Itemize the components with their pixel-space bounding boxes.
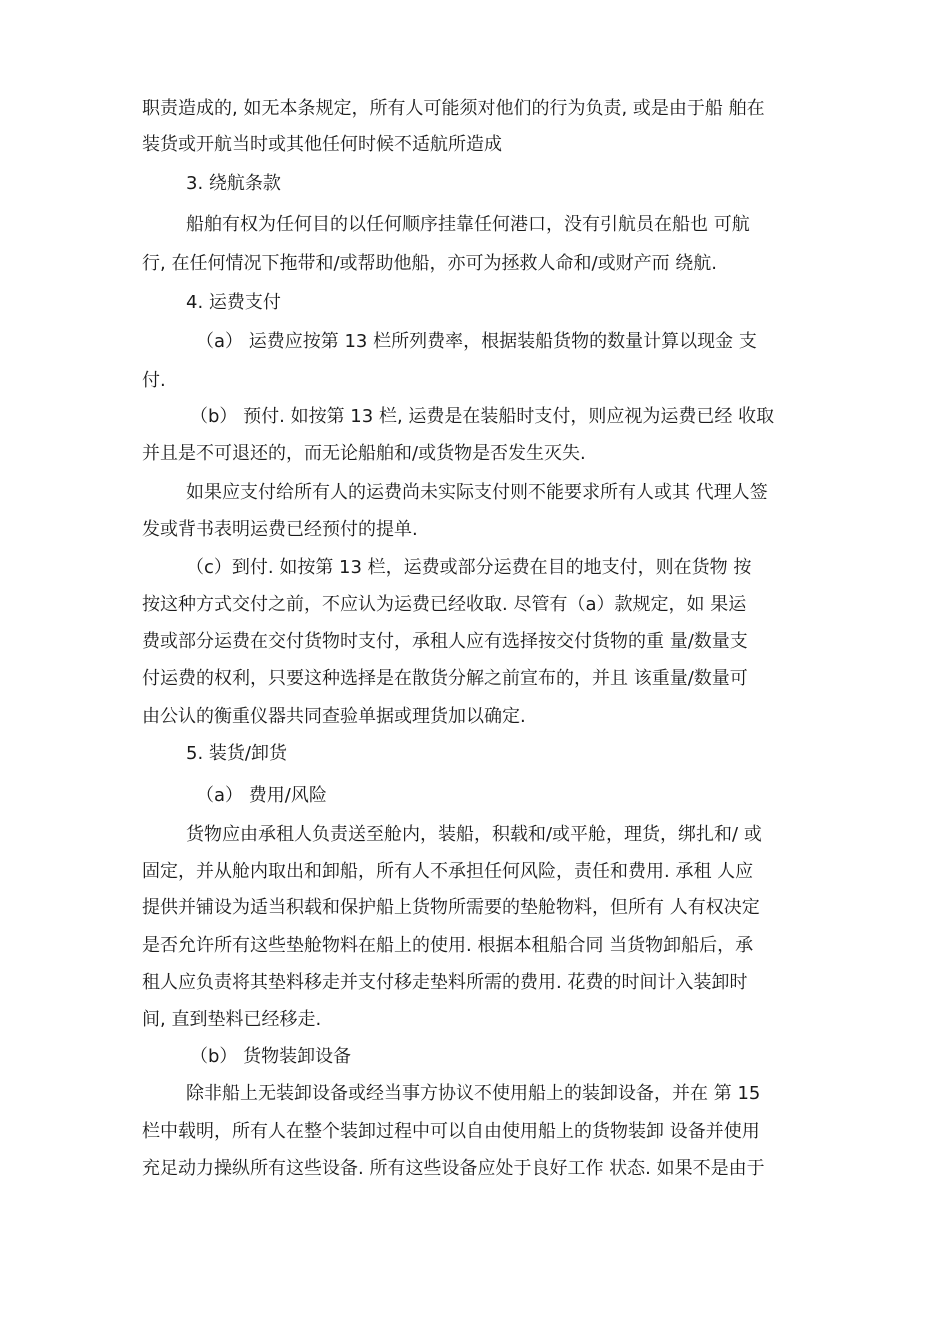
body-text-line: 间, 直到垫料已经移走. bbox=[142, 1009, 322, 1030]
body-text-line: 船舶有权为任何目的以任何顺序挂靠任何港口，没有引航员在船也 可航 bbox=[186, 214, 750, 235]
body-text-line: 并且是不可退还的，而无论船舶和/或货物是否发生灭失. bbox=[142, 443, 586, 464]
body-text-line: 发或背书表明运费已经预付的提单. bbox=[142, 519, 418, 540]
subclause-line: （c）到付. 如按第 13 栏，运费或部分运费在目的地支付，则在货物 按 bbox=[186, 557, 752, 578]
body-text-line: 由公认的衡重仪器共同查验单据或理货加以确定. bbox=[142, 706, 526, 727]
body-text-line: 是否允许所有这些垫舱物料在船上的使用. 根据本租船合同 当货物卸船后，承 bbox=[142, 935, 754, 956]
body-text-line: 栏中载明，所有人在整个装卸过程中可以自由使用船上的货物装卸 设备并使用 bbox=[142, 1121, 760, 1142]
body-text-line: 按这种方式交付之前，不应认为运费已经收取. 尽管有（a）款规定，如 果运 bbox=[142, 594, 747, 615]
subclause-line: （a） 运费应按第 13 栏所列费率，根据装船货物的数量计算以现金 支 bbox=[196, 331, 757, 352]
body-text-line: 如果应支付给所有人的运费尚未实际支付则不能要求所有人或其 代理人签 bbox=[186, 482, 768, 503]
body-text-line: 付. bbox=[142, 370, 166, 391]
body-text-line: 货物应由承租人负责送至舱内，装船，积载和/或平舱，理货，绑扎和/ 或 bbox=[186, 824, 762, 845]
subclause-line: （a） 费用/风险 bbox=[196, 785, 327, 806]
section-heading: 5. 装货/卸货 bbox=[186, 743, 287, 764]
body-text-line: 充足动力操纵所有这些设备. 所有这些设备应处于良好工作 状态. 如果不是由于 bbox=[142, 1158, 765, 1179]
subclause-line: （b） 货物装卸设备 bbox=[190, 1046, 352, 1067]
body-text-line: 装货或开航当时或其他任何时候不适航所造成 bbox=[142, 134, 502, 155]
body-text-line: 固定，并从舱内取出和卸船，所有人不承担任何风险，责任和费用. 承租 人应 bbox=[142, 861, 754, 882]
body-text-line: 除非船上无装卸设备或经当事方协议不使用船上的装卸设备，并在 第 15 bbox=[186, 1083, 761, 1104]
section-heading: 4. 运费支付 bbox=[186, 292, 281, 313]
body-text-line: 行, 在任何情况下拖带和/或帮助他船，亦可为拯救人命和/或财产而 绕航. bbox=[142, 253, 718, 274]
body-text-line: 费或部分运费在交付货物时支付，承租人应有选择按交付货物的重 量/数量支 bbox=[142, 631, 748, 652]
body-text-line: 提供并铺设为适当积载和保护船上货物所需要的垫舱物料，但所有 人有权决定 bbox=[142, 897, 760, 918]
body-text-line: 职责造成的, 如无本条规定，所有人可能须对他们的行为负责, 或是由于船 舶在 bbox=[142, 98, 765, 119]
body-text-line: 付运费的权利，只要这种选择是在散货分解之前宣布的，并且 该重量/数量可 bbox=[142, 668, 748, 689]
section-heading: 3. 绕航条款 bbox=[186, 173, 281, 194]
subclause-line: （b） 预付. 如按第 13 栏, 运费是在装船时支付，则应视为运费已经 收取 bbox=[190, 406, 775, 427]
body-text-line: 租人应负责将其垫料移走并支付移走垫料所需的费用. 花费的时间计入装卸时 bbox=[142, 972, 748, 993]
